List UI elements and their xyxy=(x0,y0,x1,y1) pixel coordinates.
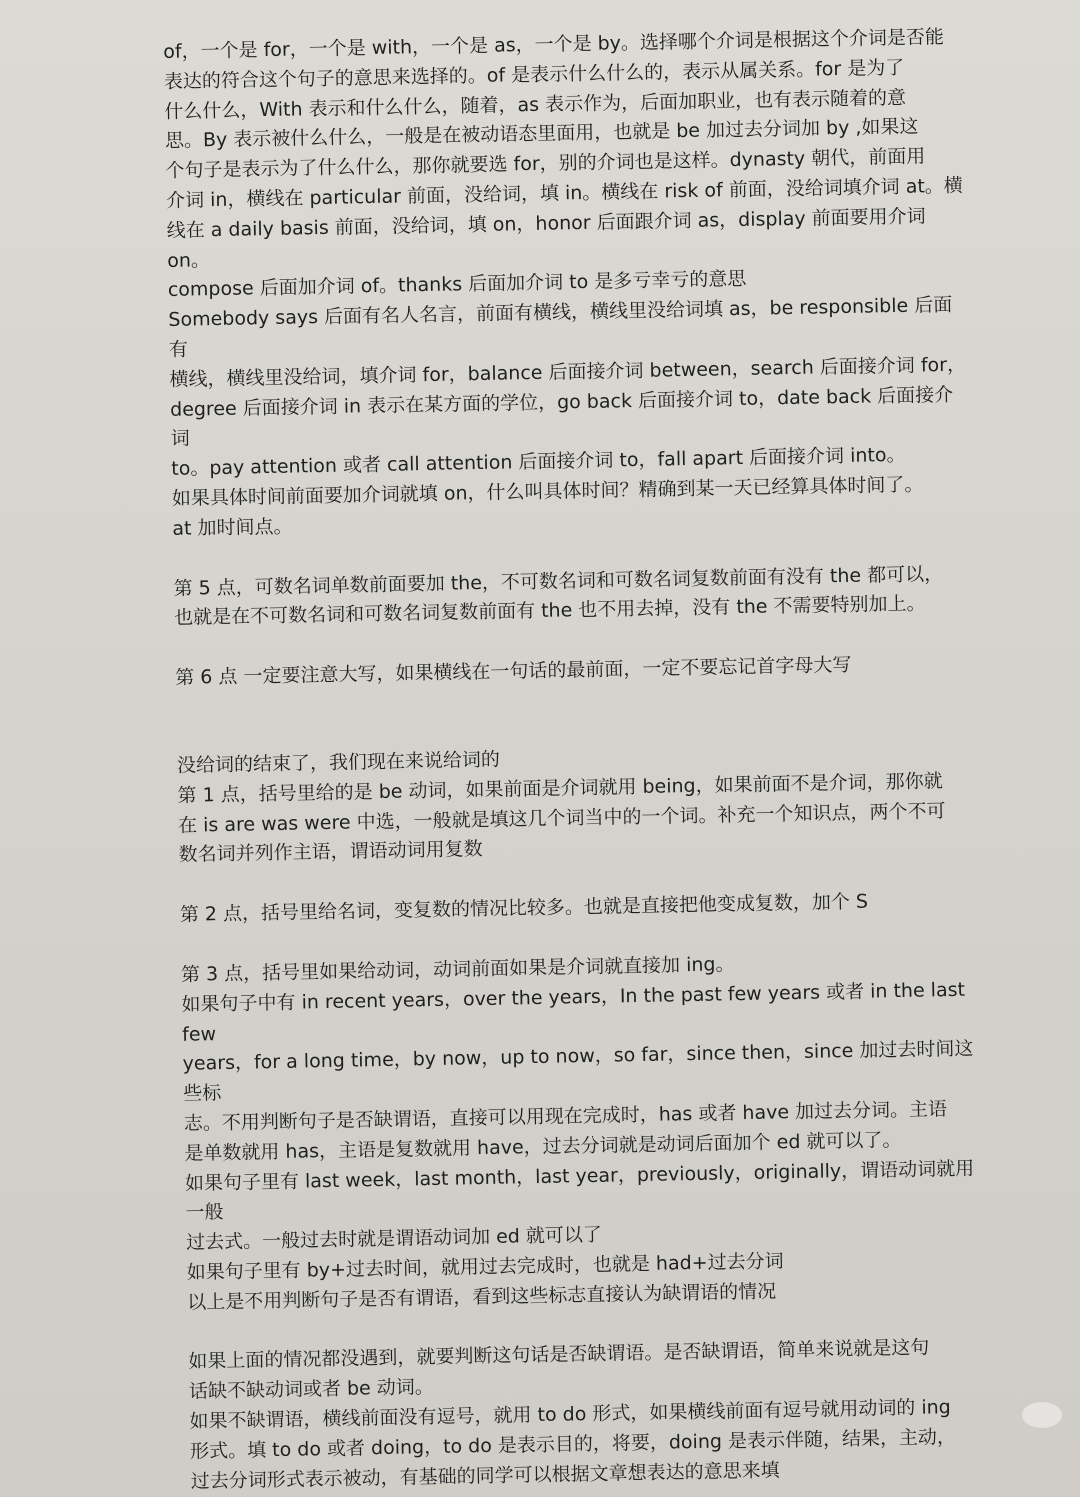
paragraph-prepositions: of，一个是 for，一个是 with，一个是 as，一个是 by。选择哪个介词是根据这个介词是否能 表达的符合这个句子的意思来选择的。of 是表示什么什么的，表示从属关系。for 是为了 什么什么，With 表示和什么什么，随着，as 表示作为，后面加职业，也有表示随着的意 思。By 表示被什么什么，一般是在被动语态里面用，也就是 be 加过去分词加 by ,如果这 个句子是表示为了什么什么，那你就要选 for，别的介词也是这样。dynasty 朝代，前面用 介词 in，横线在 particular 前面，没给词，填 in。横线在 risk of 前面，没给词填介词 at。横 线在 a daily basis 前面，没给词，填 on，honor 后面跟介词 as，display 前面要用介词 on。 compose 后面加介词 of。thanks 后面加介词 to 是多亏幸亏的意思 Somebody says 后面有名人名言，前面有横线，横线里没给词填 as，be responsible 后面有 横线，横线里没给词，填介词 for，balance 后面接介词 between，search 后面接介词 for， degree 后面接介词 in 表示在某方面的学位，go back 后面接介词 to，date back 后面接介词 to。pay attention 或者 call attention 后面接介词 to，fall apart 后面接介词 into。 如果具体时间前面要加介词就填 on，什么叫具体时间？精确到某一天已经算具体时间了。 at 加时间点。 xyxy=(163,26,967,540)
watermark-blur xyxy=(1022,1402,1062,1428)
paragraph-point-5: 第 5 点，可数名词单数前面要加 the，不可数名词和可数名词复数前面有没有 the 都可以， 也就是在不可数名词和可数名词复数前面有 the 也不用去掉，没有 the 不需要特别加上。 xyxy=(173,562,944,630)
paragraph-point-6: 第 6 点 一定要注意大写，如果横线在一句话的最前面，一定不要忘记首字母大写 xyxy=(175,654,852,690)
paragraph-predicate-check: 如果上面的情况都没遇到，就要判断这句话是否缺谓语。是否缺谓语，简单来说就是这句 话缺不缺动词或者 be 动词。 如果不缺谓语，横线前面没有逗号，就用 to do 形式，如果横线前面有逗号就用动词的 ing 形式。填 to do 或者 doing，to do 是表示目的，将要，doing 是表示伴随，结果，主动， 过去分词形式表示被动，有基础的同学可以根据文章想表达的意思来填 xyxy=(188,1337,957,1493)
paragraph-given-words-point-2: 第 2 点，括号里给名词，变复数的情况比较多。也就是直接把他变成复数，加个 S xyxy=(179,890,869,926)
document-body xyxy=(163,23,991,1497)
paragraph-given-words-point-1: 没给词的结束了，我们现在来说给词的 第 1 点，括号里给的是 be 动词，如果前面是介词就用 being，如果前面不是介词，那你就 在 is are was were 中选，一般就是填这几个词当中的一个词。补充一个知识点，两个不可 数名词并列作主语，谓语动词用复数 xyxy=(176,748,946,867)
paragraph-given-words-point-3: 第 3 点，括号里如果给动词，动词前面如果是介词就直接加 ing。 如果句子中有 in recent years，over the years，In the past few years 或者 in the last few years，for a long time，by now，up to now，so far，since then，since 加过去时间这些标 志。不用判断句子是否缺谓语，直接可以用现在完成时，has 或者 have 加过去分词。主语 是单数就用 has，主语是复数就用 have，过去分词就是动词后面加个 ed 就可以了。 如果句子里有 last week，last month，last year，previously，originally，谓语动词就用一般 过去式。一般过去时就是谓语动词加 ed 就可以了 如果句子里有 by+过去时间，就用过去完成时，也就是 had+过去分词 以上是不用判断句子是否有谓语，看到这些标志直接认为缺谓语的情况 xyxy=(180,953,975,1314)
